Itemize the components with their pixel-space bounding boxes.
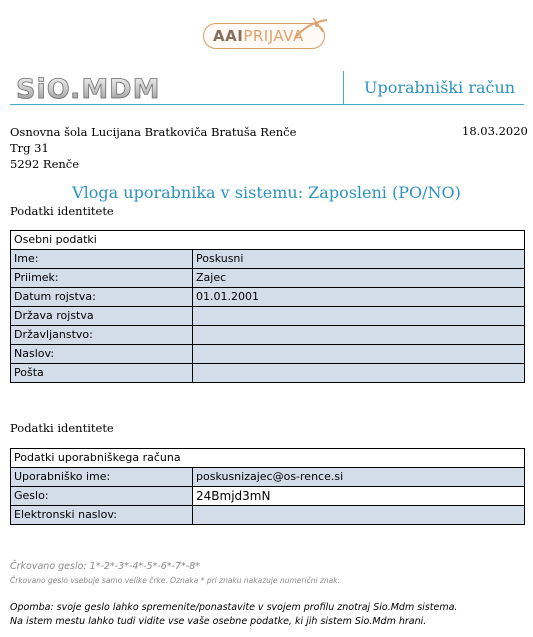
row-label: Priimek: bbox=[11, 269, 193, 288]
row-value: Zajec bbox=[193, 269, 525, 288]
row-label: Geslo: bbox=[11, 487, 193, 506]
document-title: Vloga uporabnika v sistemu: Zaposleni (PO/NO) bbox=[72, 183, 461, 202]
page-title: Uporabniški račun bbox=[364, 78, 516, 97]
identity-section-label: Podatki identitete bbox=[10, 204, 114, 218]
row-value: 01.01.2001 bbox=[193, 288, 525, 307]
personal-data-heading: Osebni podatki bbox=[11, 231, 525, 250]
row-value: Poskusni bbox=[193, 250, 525, 269]
school-street: Trg 31 bbox=[10, 141, 49, 155]
password-value: 24Bmjd3mN bbox=[193, 487, 525, 506]
coded-password-explanation: Črkovano geslo vsebuje samo velike črke. Oznaka * pri znaku nakazuje numerični znak. bbox=[10, 576, 340, 585]
table-row bbox=[11, 506, 525, 525]
school-city: 5292 Renče bbox=[10, 157, 80, 171]
row-value bbox=[193, 364, 525, 383]
table-row bbox=[11, 307, 525, 326]
table-row bbox=[11, 288, 525, 307]
account-section-label: Podatki identitete bbox=[10, 421, 114, 435]
header-rule-left bbox=[10, 104, 343, 105]
row-value bbox=[193, 345, 525, 364]
header-rule-right bbox=[344, 104, 524, 105]
remark-line-2: Na istem mestu lahko tudi vidite vse vaše osebne podatke, ki jih sistem Sio.Mdm hrani. bbox=[10, 616, 427, 627]
row-label: Datum rojstva: bbox=[11, 288, 193, 307]
swoosh-icon bbox=[293, 16, 329, 44]
account-data-table bbox=[10, 448, 525, 525]
aai-logo-part1: AAI bbox=[213, 27, 244, 45]
row-label: Pošta bbox=[11, 364, 193, 383]
table-row bbox=[11, 468, 525, 487]
table-row bbox=[11, 364, 525, 383]
account-data-heading: Podatki uporabniškega računa bbox=[11, 449, 525, 468]
row-label: Država rojstva bbox=[11, 307, 193, 326]
row-label: Uporabniško ime: bbox=[11, 468, 193, 487]
row-value bbox=[193, 326, 525, 345]
sio-mdm-logo bbox=[14, 73, 206, 103]
sio-logo-text: SiO.MDM bbox=[16, 74, 161, 103]
coded-password-note: Črkovano geslo: 1*-2*-3*-4*-5*-6*-7*-8* bbox=[10, 561, 200, 572]
aai-logo-text bbox=[213, 27, 304, 45]
remark-line-1: Opomba: svoje geslo lahko spremenite/ponastavite v svojem profilu znotraj Sio.Mdm sistema. bbox=[10, 602, 458, 613]
document-date: 18.03.2020 bbox=[462, 124, 528, 138]
row-label: Ime: bbox=[11, 250, 193, 269]
row-label: Državljanstvo: bbox=[11, 326, 193, 345]
row-label: Elektronski naslov: bbox=[11, 506, 193, 525]
personal-data-table bbox=[10, 230, 525, 383]
username-value: poskusnizajec@os-rence.si bbox=[193, 468, 525, 487]
header-divider-vertical bbox=[343, 71, 344, 105]
table-row bbox=[11, 326, 525, 345]
aai-prijava-logo bbox=[201, 16, 325, 52]
row-value bbox=[193, 307, 525, 326]
school-name: Osnovna šola Lucijana Bratkoviča Bratuša Renče bbox=[10, 125, 297, 139]
table-row bbox=[11, 487, 525, 506]
table-row bbox=[11, 250, 525, 269]
row-label: Naslov: bbox=[11, 345, 193, 364]
aai-logo-part2: PRIJAVA bbox=[243, 27, 304, 45]
table-row bbox=[11, 345, 525, 364]
email-value bbox=[193, 506, 525, 525]
table-row bbox=[11, 269, 525, 288]
